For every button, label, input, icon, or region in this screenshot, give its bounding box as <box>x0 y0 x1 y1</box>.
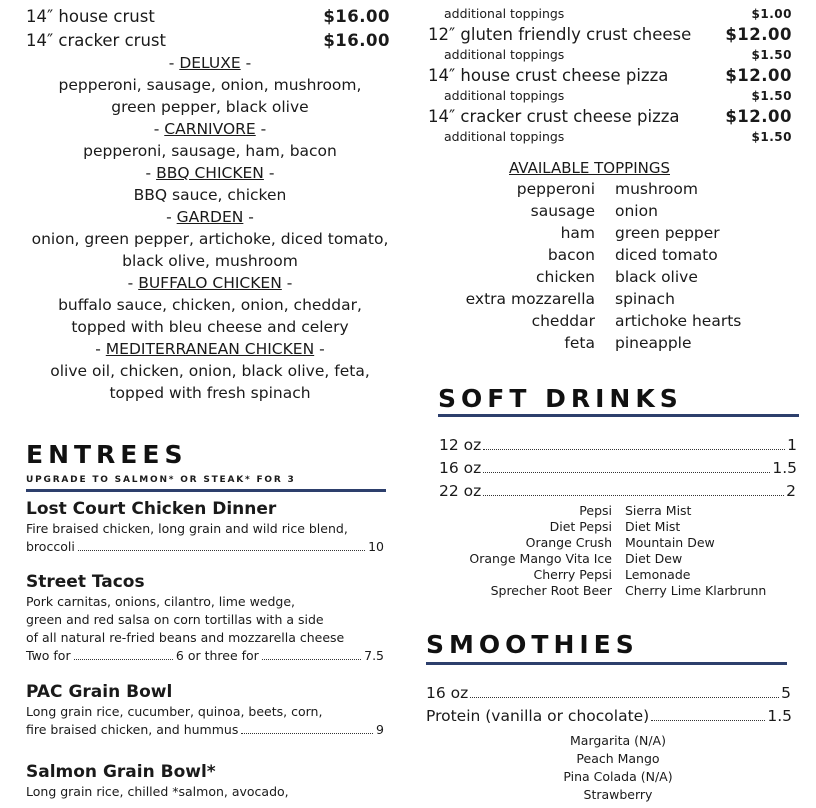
entree-lost-court <box>26 498 384 556</box>
specialty-pizza-list <box>20 52 400 404</box>
pizza-size-name: 14″ cracker crust <box>26 31 166 50</box>
topping-item: pepperoni <box>516 180 595 198</box>
topping-item: extra mozzarella <box>465 290 595 308</box>
topping-item: pineapple <box>615 334 692 352</box>
cheese-pizza-name: 12″ gluten friendly crust cheese <box>428 25 692 44</box>
dot-leader <box>78 550 365 551</box>
drink-brand: Sprecher Root Beer <box>490 583 612 598</box>
specialty-title-row: - BBQ CHICKEN - <box>145 164 275 182</box>
cheese-pizza-price: $12.00 <box>725 25 792 44</box>
specialty-desc: topped with bleu cheese and celery <box>71 318 349 336</box>
smoothie-flavor: Strawberry <box>583 787 653 802</box>
topping-item: feta <box>564 334 595 352</box>
smoothie-flavor: Peach Mango <box>576 751 660 766</box>
topping-item: onion <box>615 202 658 220</box>
topping-price-label: additional toppings <box>444 6 565 21</box>
dot-leader <box>262 659 361 660</box>
topping-item: spinach <box>615 290 675 308</box>
pizza-size-price: $16.00 <box>323 7 390 26</box>
drink-size: 22 oz <box>439 482 482 500</box>
dot-leader <box>74 659 173 660</box>
specialty-desc: BBQ sauce, chicken <box>133 186 287 204</box>
cheese-pizza-row <box>428 24 792 46</box>
entree-name: PAC Grain Bowl <box>26 682 173 702</box>
smoothie-size: 16 oz <box>426 684 469 702</box>
specialty-title-row: - GARDEN - <box>166 208 254 226</box>
topping-price-row <box>444 88 792 104</box>
specialty-title: BUFFALO CHICKEN <box>138 274 282 292</box>
upgrade-note: UPGRADE TO SALMON* OR STEAK* FOR 3 <box>26 475 296 485</box>
entree-name: Lost Court Chicken Dinner <box>26 499 277 519</box>
smoothies-heading: SMOOTHIES <box>426 630 639 659</box>
entree-price: 9 <box>376 722 384 737</box>
drink-brand: Mountain Dew <box>625 535 715 550</box>
specialty-title: GARDEN <box>176 208 244 226</box>
cheese-pizza-name: 14″ house crust cheese pizza <box>428 66 669 85</box>
dot-leader <box>241 733 373 734</box>
entree-price-line <box>26 647 384 665</box>
entree-desc: green and red salsa on corn tortillas with a side <box>26 612 324 627</box>
entree-desc: of all natural re-fried beans and mozzarella cheese <box>26 630 345 645</box>
specialty-desc: green pepper, black olive <box>111 98 309 116</box>
dot-leader <box>483 472 770 473</box>
taco-two-price: 6 or three for <box>175 648 259 663</box>
dot-leader <box>483 495 784 496</box>
topping-item: mushroom <box>615 180 698 198</box>
drink-price: 2 <box>786 482 796 500</box>
specialty-desc: pepperoni, sausage, ham, bacon <box>83 142 337 160</box>
entree-street-tacos <box>26 571 384 665</box>
topping-item: ham <box>560 224 595 242</box>
specialty-desc: topped with fresh spinach <box>109 384 311 402</box>
topping-item: chicken <box>536 268 595 286</box>
specialty-desc: onion, green pepper, artichoke, diced tomato, <box>31 230 389 248</box>
topping-price: $1.50 <box>751 48 792 62</box>
topping-item: black olive <box>615 268 698 286</box>
topping-price-label: additional toppings <box>444 129 565 144</box>
entree-price-line <box>26 721 384 739</box>
cheese-pizza-row <box>428 65 792 87</box>
topping-item: cheddar <box>531 312 595 330</box>
protein-label: Protein (vanilla or chocolate) <box>426 707 650 725</box>
drink-size-row <box>439 457 797 479</box>
drink-brand: Pepsi <box>579 503 612 518</box>
entree-desc: broccoli <box>26 539 75 554</box>
specialty-title-row: - CARNIVORE - <box>153 120 267 138</box>
drink-size-row <box>439 480 796 502</box>
topping-item: sausage <box>530 202 595 220</box>
specialty-desc: black olive, mushroom <box>122 252 298 270</box>
smoothie-flavor: Margarita (N/A) <box>570 733 666 748</box>
specialty-title: DELUXE <box>179 54 241 72</box>
entree-desc: Long grain rice, cucumber, quinoa, beets, corn, <box>26 704 323 719</box>
pizza-size-price: $16.00 <box>323 31 390 50</box>
entree-name: Street Tacos <box>26 572 145 592</box>
pizza-size-row <box>26 6 390 28</box>
drink-price: 1.5 <box>772 459 797 477</box>
drink-price: 1 <box>787 436 797 454</box>
drink-brand: Cherry Lime Klarbrunn <box>625 583 767 598</box>
drink-brand: Lemonade <box>625 567 691 582</box>
taco-two-label: Two for <box>26 648 71 663</box>
specialty-desc: olive oil, chicken, onion, black olive, feta, <box>50 362 370 380</box>
smoothie-flavor: Pina Colada (N/A) <box>563 769 673 784</box>
specialty-desc: buffalo sauce, chicken, onion, cheddar, <box>58 296 362 314</box>
drink-brand: Orange Mango Vita Ice <box>469 551 612 566</box>
smoothie-size-row <box>426 682 791 704</box>
topping-price: $1.00 <box>751 7 792 21</box>
cheese-pizza-name: 14″ cracker crust cheese pizza <box>428 107 680 126</box>
topping-item: diced tomato <box>615 246 718 264</box>
smoothie-protein-row <box>426 705 792 727</box>
smoothie-price: 5 <box>781 684 791 702</box>
topping-item: artichoke hearts <box>615 312 742 330</box>
specialty-title: BBQ CHICKEN <box>156 164 264 182</box>
dot-leader <box>483 449 785 450</box>
specialty-title-row: - DELUXE - <box>168 54 252 72</box>
toppings-heading: AVAILABLE TOPPINGS <box>509 159 670 177</box>
drink-brand: Sierra Mist <box>625 503 692 518</box>
drink-size: 16 oz <box>439 459 482 477</box>
drink-size: 12 oz <box>439 436 482 454</box>
specialty-title: MEDITERRANEAN CHICKEN <box>105 340 315 358</box>
topping-price-row <box>444 47 792 63</box>
topping-price-row <box>444 6 792 22</box>
cheese-pizza-row <box>428 106 792 128</box>
drink-size-row <box>439 434 797 456</box>
topping-price-row <box>444 129 792 145</box>
entree-desc: fire braised chicken, and hummus <box>26 722 239 737</box>
soft-drinks-divider <box>438 414 799 417</box>
topping-price: $1.50 <box>751 130 792 144</box>
cheese-pizza-price: $12.00 <box>725 107 792 126</box>
specialty-title-row: - BUFFALO CHICKEN - <box>127 274 293 292</box>
drink-brand: Diet Pepsi <box>549 519 612 534</box>
entree-desc: Fire braised chicken, long grain and wild rice blend, <box>26 521 348 536</box>
drink-brand: Diet Dew <box>625 551 683 566</box>
drink-brand: Diet Mist <box>625 519 681 534</box>
entree-desc: Pork carnitas, onions, cilantro, lime wedge, <box>26 594 296 609</box>
entrees-heading: ENTREES <box>26 440 188 469</box>
specialty-desc: pepperoni, sausage, onion, mushroom, <box>58 76 362 94</box>
pizza-size-row <box>26 30 390 52</box>
taco-three-price: 7.5 <box>364 648 385 663</box>
entree-name: Salmon Grain Bowl* <box>26 762 216 782</box>
topping-price-label: additional toppings <box>444 47 565 62</box>
entree-grain-bowl <box>26 681 384 739</box>
dot-leader <box>470 697 779 698</box>
topping-price: $1.50 <box>751 89 792 103</box>
entree-price-line <box>26 538 384 556</box>
smoothies-divider <box>426 662 787 665</box>
specialty-title: CARNIVORE <box>164 120 256 138</box>
soft-drinks-heading: SOFT DRINKS <box>438 384 683 413</box>
entrees-divider <box>26 489 386 492</box>
topping-price-label: additional toppings <box>444 88 565 103</box>
entree-desc: Long grain rice, chilled *salmon, avocado, <box>26 784 289 799</box>
drink-brand: Cherry Pepsi <box>533 567 612 582</box>
topping-item: green pepper <box>615 224 720 242</box>
protein-price: 1.5 <box>767 707 792 725</box>
cheese-pizza-price: $12.00 <box>725 66 792 85</box>
dot-leader <box>651 720 765 721</box>
drink-brand: Orange Crush <box>525 535 612 550</box>
entree-price: 10 <box>368 539 384 554</box>
topping-item: bacon <box>547 246 595 264</box>
specialty-title-row: - MEDITERRANEAN CHICKEN - <box>95 340 325 358</box>
pizza-size-name: 14″ house crust <box>26 7 155 26</box>
entree-salmon-bowl <box>26 761 384 801</box>
